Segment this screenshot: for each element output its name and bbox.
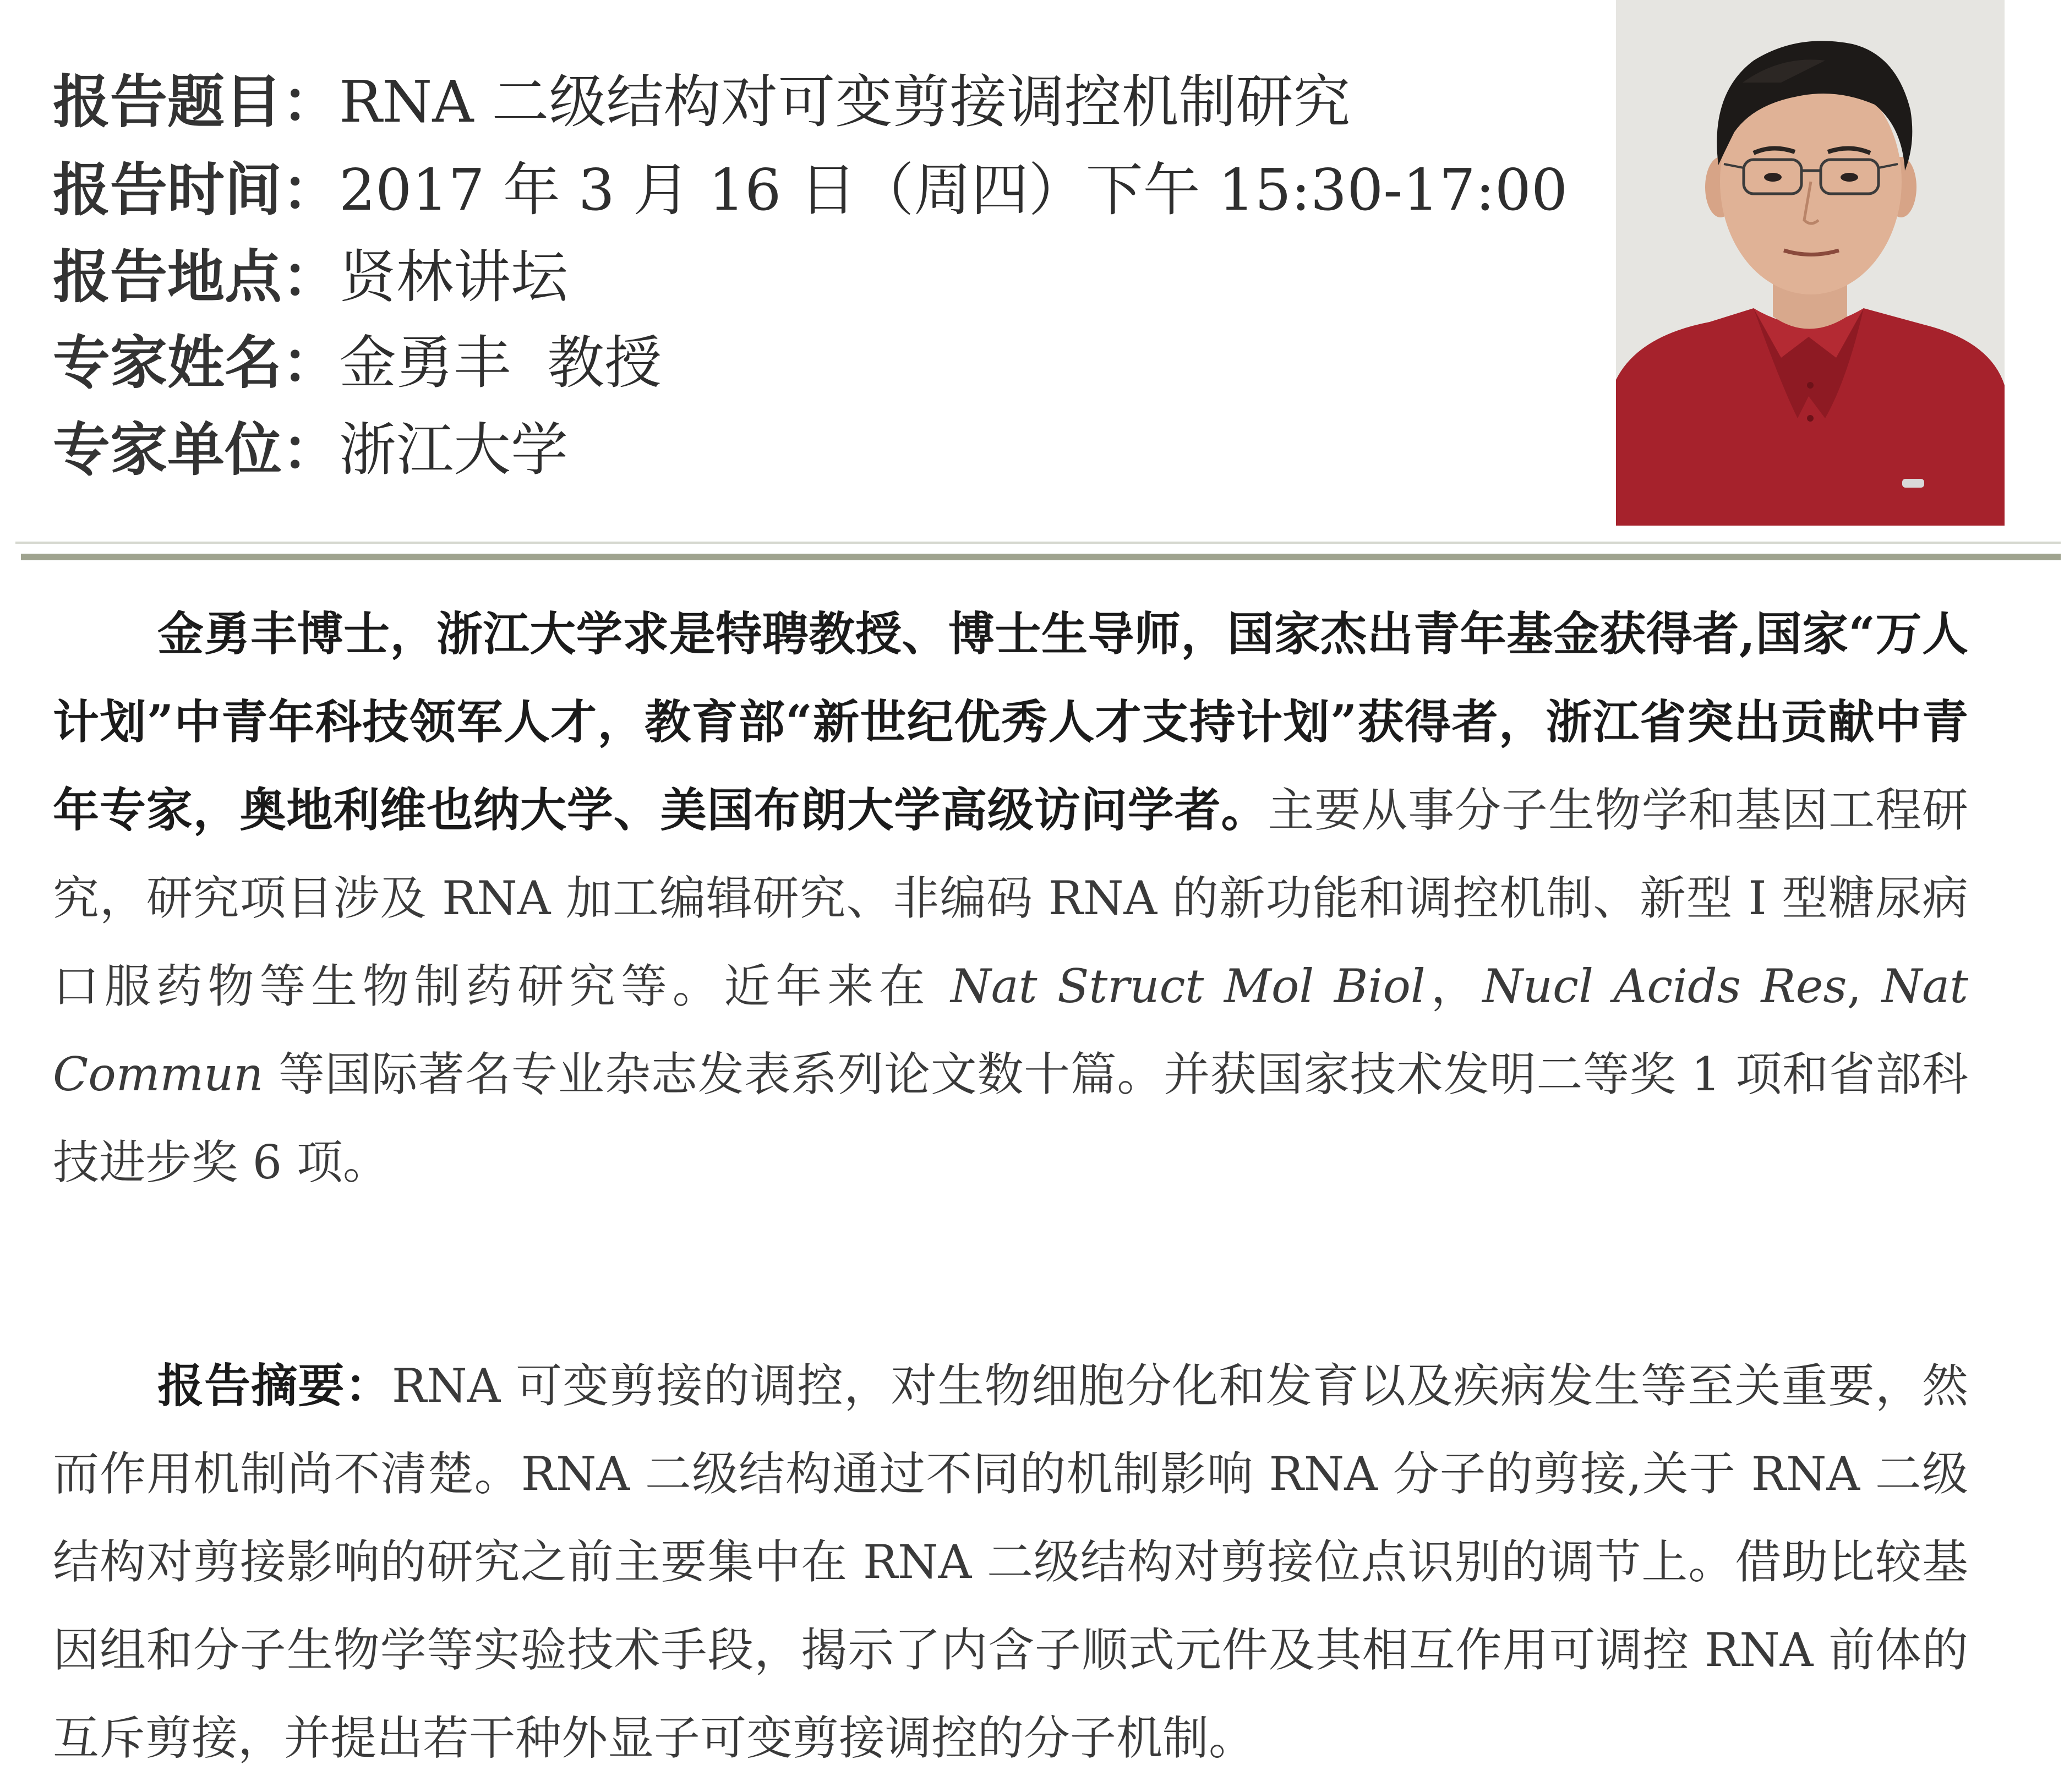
speaker-biography: [53, 590, 1968, 1206]
talk-title-value: RNA 二级结构对可变剪接调控机制研究: [339, 68, 1351, 135]
biography-highlight: 金勇丰博士，浙江大学求是特聘教授、博士生导师，国家杰出青年基金获得者,国家“万人计划”中青年科技领军人才，教育部“新世纪优秀人才支持计划”获得者，浙江省突出贡献中青年专家，奥地利维也纳大学、美国布朗大学高级访问学者。: [53, 607, 1969, 837]
speaker-name-value: 金勇丰 教授: [339, 329, 662, 396]
biography-text-part-1: 主要从事分子生物学和基因工程研究，研究项目涉及 RNA 加工编辑研究、非编码 RNA 的新功能和调控机制、新型 I 型糖尿病口服药物等生物制药研究等。近年来在: [53, 783, 1968, 1013]
speaker-portrait-icon: [1616, 0, 2005, 526]
journal-separator-2: ,: [1847, 959, 1882, 1013]
talk-location-label: 报告地点：: [53, 243, 340, 310]
talk-info-header: [0, 0, 2064, 545]
section-divider: [15, 542, 2061, 566]
talk-title-line: [53, 61, 1351, 143]
talk-time-value: 2017 年 3 月 16 日（周四）下午 15:30-17:00: [339, 156, 1568, 223]
talk-title-label: 报告题目：: [53, 68, 340, 135]
speaker-affiliation-label: 专家单位：: [53, 416, 340, 483]
divider-thick-line: [21, 554, 2061, 560]
speaker-name-line: [53, 321, 662, 404]
journal-name-3: Nat Commun: [53, 959, 1968, 1101]
speaker-affiliation-value: 浙江大学: [339, 416, 569, 483]
divider-thin-line: [15, 542, 2061, 544]
biography-text-part-2: 等国际著名专业杂志发表系列论文数十篇。并获国家技术发明二等奖 1 项和省部科技进步奖 6 项。: [53, 1047, 1968, 1189]
speaker-name-label: 专家姓名：: [53, 329, 340, 396]
talk-time-label: 报告时间：: [53, 156, 340, 223]
speaker-affiliation-line: [53, 408, 568, 491]
journal-name-1: Nat Struct Mol Biol: [951, 959, 1426, 1013]
journal-separator-1: ，: [1425, 959, 1483, 1013]
abstract-label: 报告摘要：: [157, 1358, 392, 1413]
talk-abstract: [53, 1342, 1968, 1782]
talk-location-line: [53, 236, 568, 318]
talk-time-line: [53, 149, 1568, 231]
journal-name-2: Nucl Acids Res: [1482, 959, 1847, 1013]
speaker-portrait-photo: [1616, 0, 2005, 526]
talk-location-value: 贤林讲坛: [339, 243, 569, 310]
abstract-text: RNA 可变剪接的调控，对生物细胞分化和发育以及疾病发生等至关重要，然而作用机制尚不清楚。RNA 二级结构通过不同的机制影响 RNA 分子的剪接,关于 RNA 二级结构对剪接影响的研究之前主要集中在 RNA 二级结构对剪接位点识别的调节上。借助比较基因组和分子生物学等实验技术手段，揭示了内含子顺式元件及其相互作用可调控 RNA 前体的互斥剪接，并提出若干种外显子可变剪接调控的分子机制。: [53, 1359, 1968, 1765]
